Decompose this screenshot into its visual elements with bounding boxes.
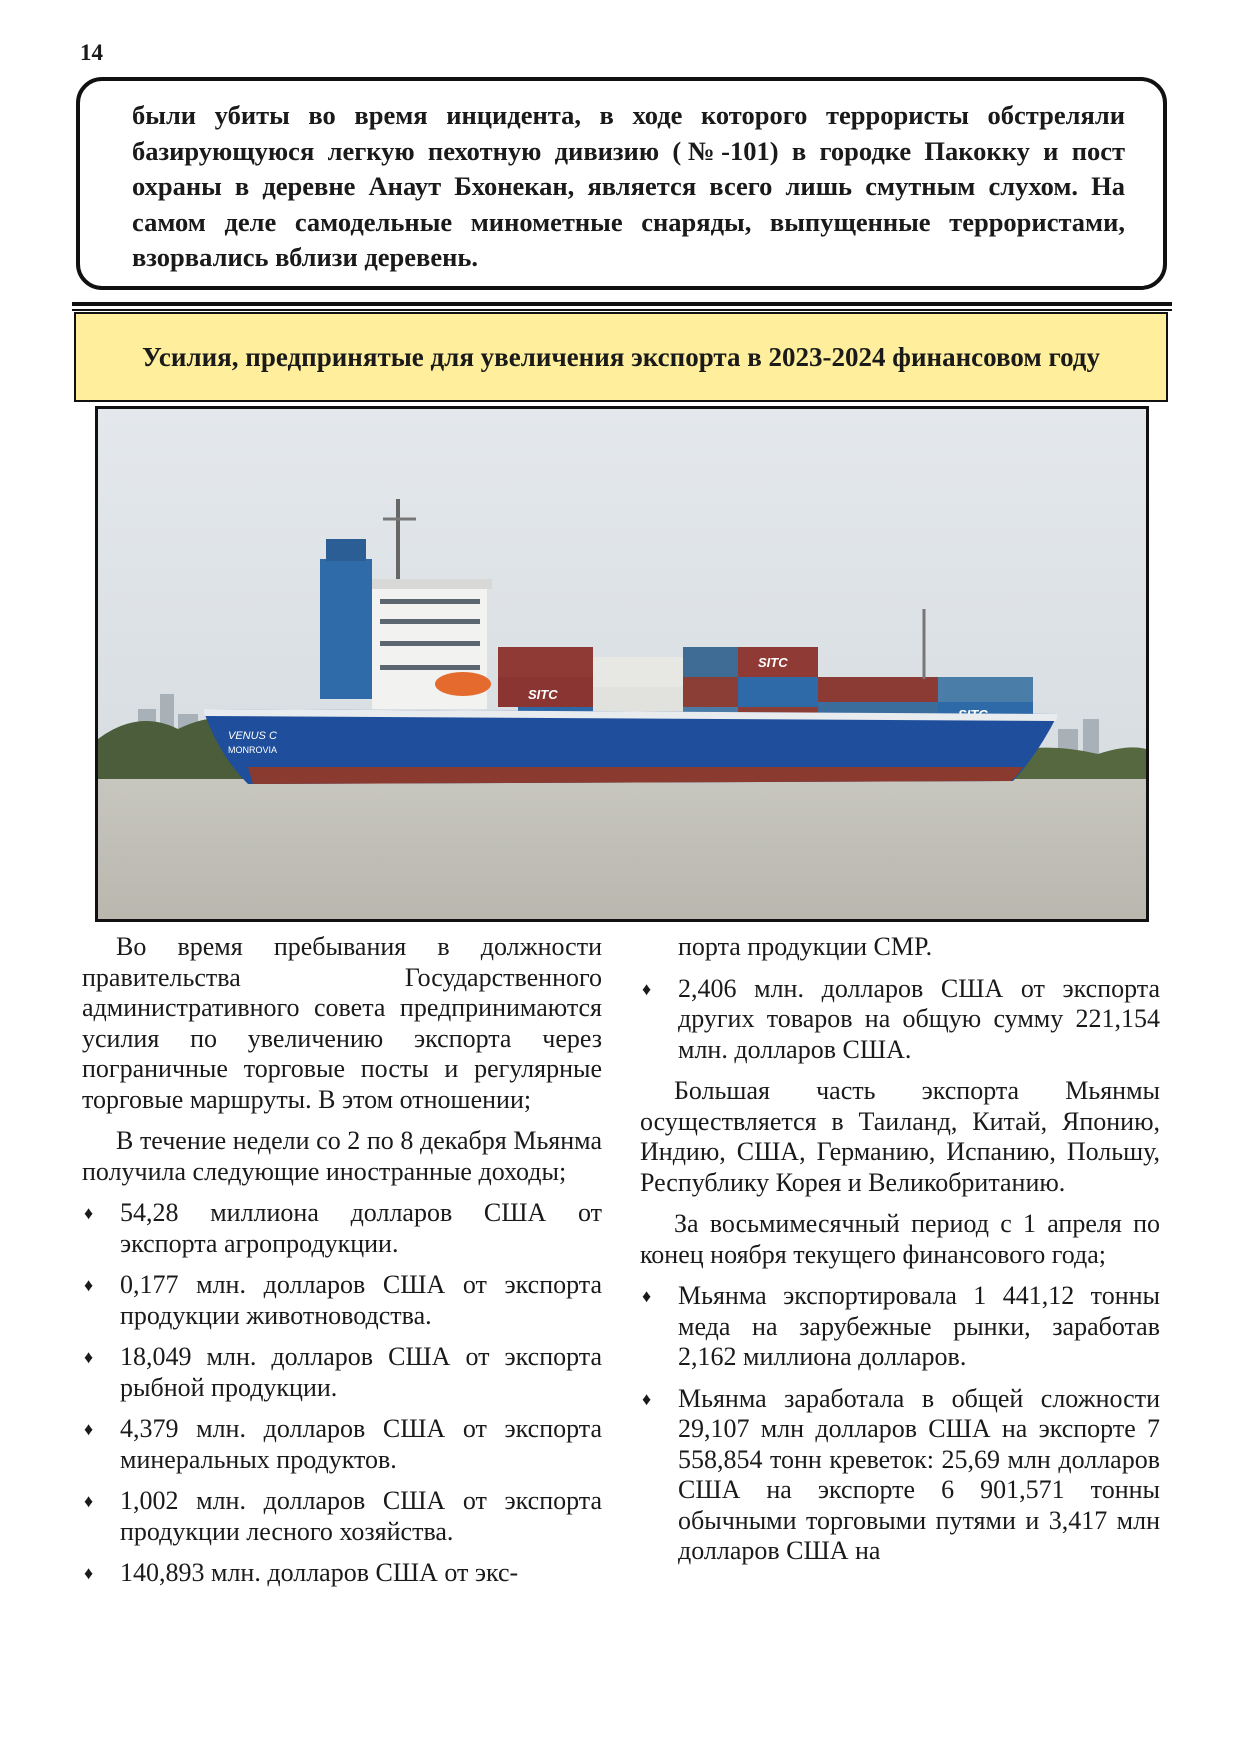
page-number: 14 — [80, 40, 103, 65]
list-item: ♦ 2,406 млн. долларов США от экспорта других товаров на общую сумму 221,154 млн. долларов США. — [642, 973, 1160, 1064]
diamond-bullet-icon: ♦ — [642, 978, 652, 999]
section-title-text: Усилия, предпринятые для увеличения экспорта в 2023-2024 финансовом году — [142, 342, 1100, 372]
list-item: ♦ 4,379 млн. долларов США от экспорта минеральных продуктов. — [84, 1414, 602, 1474]
section-title — [74, 312, 1168, 402]
list-item: ♦ 54,28 миллиона долларов США от экспорта агропродукции. — [84, 1198, 602, 1258]
diamond-bullet-icon: ♦ — [84, 1491, 94, 1511]
period-list — [640, 1281, 1160, 1567]
list-item: ♦ 0,177 млн. долларов США от экспорта продукции животноводства. — [84, 1270, 602, 1330]
destinations-paragraph: Большая часть экспорта Мьянмы осуществляется в Таиланд, Китай, Японию, Индию, США, Германию, Испанию, Польшу, Республику Корея и Великобританию. — [640, 1076, 1160, 1197]
diamond-bullet-icon: ♦ — [642, 1286, 652, 1306]
ship-photo — [95, 406, 1149, 922]
list-item: ♦ 18,049 млн. долларов США от экспорта рыбной продукции. — [84, 1342, 602, 1402]
list-item: ♦ 140,893 млн. долларов США от экс- — [84, 1558, 519, 1587]
right-column — [640, 932, 1160, 1578]
diamond-bullet-icon: ♦ — [642, 1388, 652, 1409]
divider-thin — [72, 309, 1172, 311]
left-column — [82, 932, 602, 1600]
ship-name: VENUS C — [228, 730, 277, 742]
list-item: ♦ Мьянма заработала в общей сложности 29,107 млн долларов США на экспорте 7 558,854 тонн креветок: 25,69 млн долларов США на экспорте 6 901,571 тонны обычными торговыми путями и 3,417 млн долларов США на — [642, 1383, 1160, 1565]
period-paragraph: За восьмимесячный период с 1 апреля по конец ноября текущего финансового года; — [640, 1209, 1160, 1269]
diamond-bullet-icon: ♦ — [84, 1203, 94, 1223]
diamond-bullet-icon: ♦ — [84, 1419, 94, 1439]
divider-thick — [72, 302, 1172, 306]
container-logo: SITC — [758, 655, 788, 670]
intro-paragraph: Во время пребывания в должности правительства Государственного административного совета предпринимаются усилия по увеличению экспорта через пограничные торговые посты и регулярные торговые маршруты. В этом отношении; — [82, 932, 602, 1114]
diamond-bullet-icon: ♦ — [84, 1275, 94, 1295]
week-intro-paragraph: В течение недели со 2 по 8 декабря Мьянма получила следующие иностранные доходы; — [82, 1126, 602, 1186]
ship-illustration — [98, 409, 1146, 919]
diamond-bullet-icon: ♦ — [84, 1563, 94, 1583]
list-item: ♦ 1,002 млн. долларов США от экспорта продукции лесного хозяйства. — [84, 1486, 602, 1546]
callout-box — [76, 77, 1167, 290]
diamond-bullet-icon: ♦ — [84, 1347, 94, 1367]
container-logo: SITC — [528, 687, 558, 702]
income-list-continued — [640, 974, 1160, 1066]
ship-home-port: MONROVIA — [228, 745, 278, 755]
callout-text: были убиты во время инцидента, в ходе которого террористы обстреляли базирующуюся легкую пехотную дивизию (№-101) в городке Пакокку и пост охраны в деревне Анаут Бхонекан, является всего лишь смутным слухом. На самом деле самодельные минометные снаряды, выпущенные террористами, взорвались вблизи деревень. — [132, 100, 1125, 272]
list-item: ♦ Мьянма экспортировала 1 441,12 тонны меда на зарубежные рынки, заработав 2,162 миллиона долларов. — [642, 1281, 1160, 1371]
water — [98, 779, 1146, 919]
income-list — [82, 1198, 602, 1589]
continuation-text: порта продукции CMP. — [678, 932, 933, 961]
